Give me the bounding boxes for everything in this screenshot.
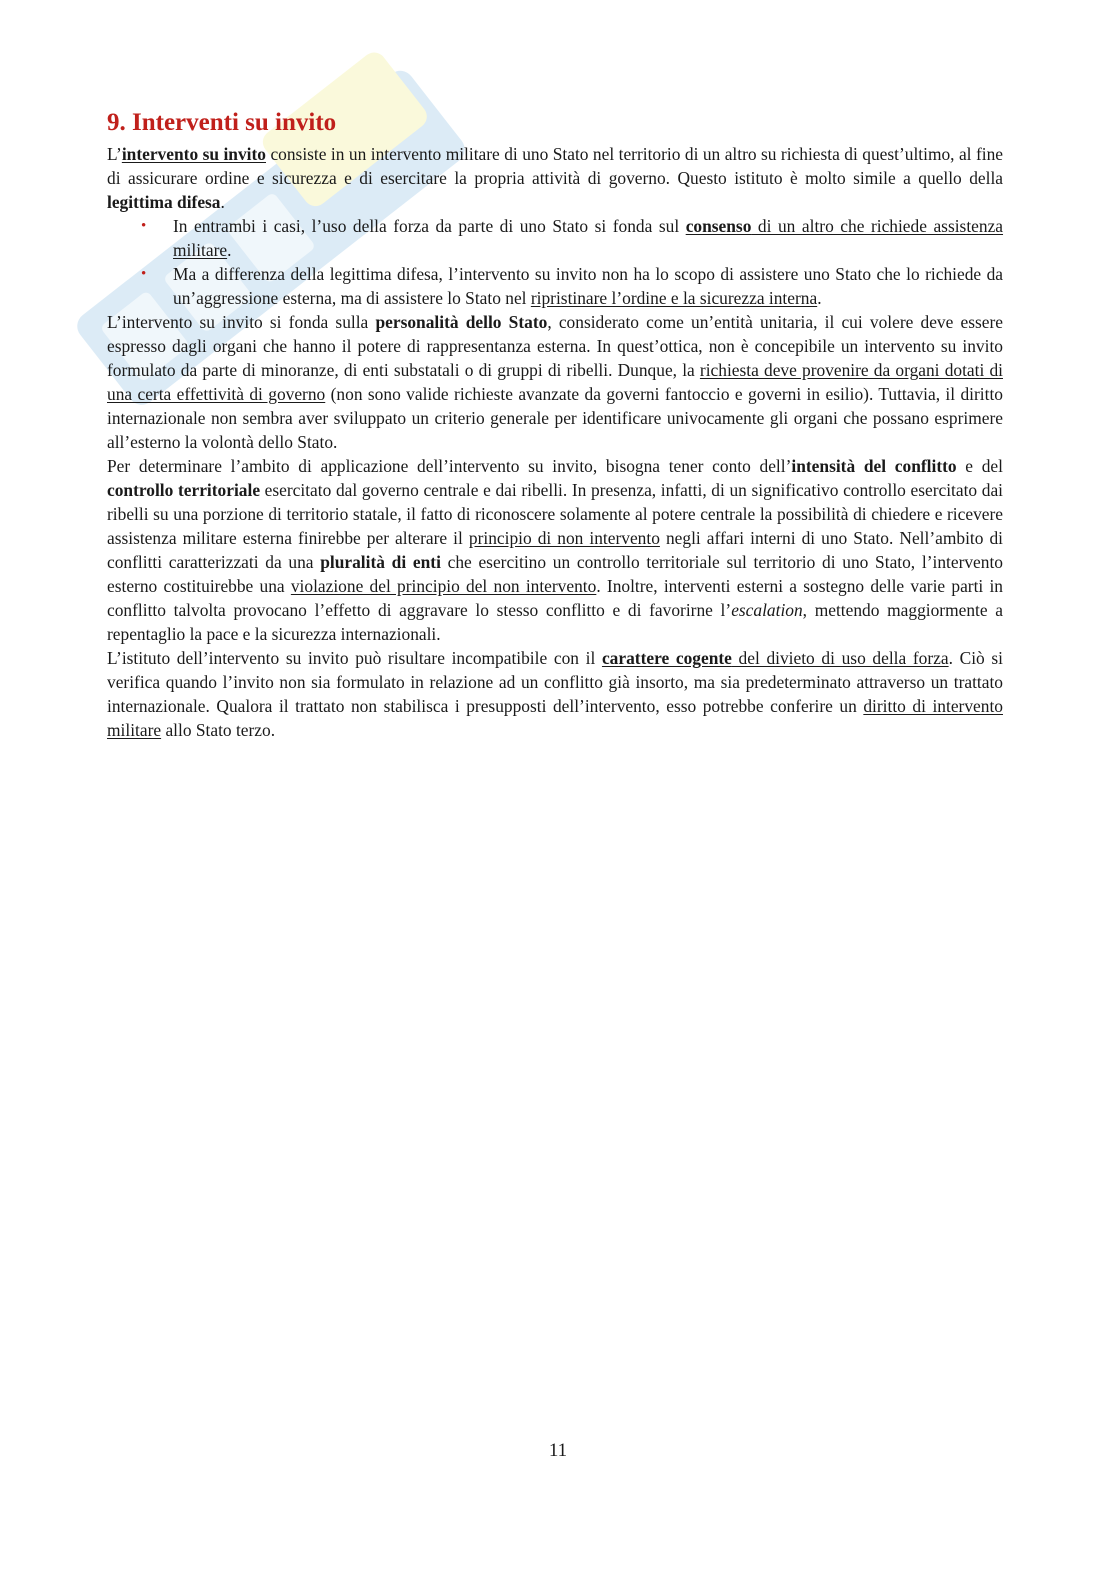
term-carattere-cogente: carattere cogente [601,648,732,668]
text-span: . Ciò si verifica quando l’invito non sia formulato in relazione ad un conflitto già insorto, ma sia predeterminato attraverso un trattato internazionale. Qualora il trattato non stabilisca i presupposti dell’intervento, esso potrebbe conferire un [107,648,1003,716]
term-intensita-conflitto: intensità del conflitto [791,456,957,476]
text-span: L’intervento su invito si fonda sulla [107,312,376,332]
text-span: di un altro che richiede assistenza militare [173,216,1004,260]
bullet-icon: • [141,266,147,282]
page-content [107,108,1003,742]
text-span: Per determinare l’ambito di applicazione dell’intervento su invito, bisogna tener conto dell’ [107,456,792,476]
text-span: (non sono valide richieste avanzate da governi fantoccio e governi in esilio). Tuttavia, il diritto internazionale non sembra aver sviluppato un criterio generale per identificare univocamente gli organi che possano esprimere all’esterno la volontà dello Stato. [107,384,1003,452]
term-controllo-territoriale: controllo territoriale [107,480,261,500]
text-span: esercitato dal governo centrale e dai ribelli. In presenza, infatti, di un significativo controllo esercitato dai ribelli su una porzione di territorio statale, il fatto di riconoscere solamente al potere centrale la possibilità di chiedere e ricevere assistenza militare esterna finirebbe per alterare il [107,480,1004,548]
text-span: , considerato come un’entità unitaria, il cui volere deve essere espresso dagli organi che hanno il potere di rappresentanza esterna. In quest’ottica, non è concepibile un intervento su invito formulato da parte di minoranze, di enti substatali o di gruppi di ribelli. Dunque, la [107,312,1003,380]
text-span: L’istituto dell’intervento su invito può risultare incompatibile con il [107,648,602,668]
text-span: In entrambi i casi, l’uso della forza da parte di uno Stato si fonda sul [173,216,686,236]
term-ripristinare-ordine: ripristinare l’ordine e la sicurezza interna [530,288,818,308]
text-span: che esercitino un controllo territoriale sul territorio di uno Stato, l’intervento esterno costituirebbe una [107,552,1004,596]
term-intervento-su-invito: intervento su invito [121,144,266,164]
text-span: del divieto di uso della forza [731,648,949,668]
text-span: allo Stato terzo. [161,720,276,740]
bullet-icon: • [141,218,147,234]
term-richiesta-organi: richiesta deve provenire da organi dotati di una certa effettività di governo [107,360,1003,404]
text-span: , mettendo maggiormente a repentaglio la pace e la sicurezza internazionali. [107,600,1003,644]
text-span: negli affari interni di uno Stato. Nell’ambito di conflitti caratterizzati da una [107,528,1003,572]
paragraph-personalita [107,310,1003,454]
text-span: e del [956,456,1003,476]
text-span: consiste in un intervento militare di uno Stato nel territorio di un altro su richiesta di quest’ultimo, al fine di assicurare ordine e sicurezza e di esercitare la propria attività di governo. Questo istituto è molto simile a quello della [107,144,1003,188]
text-span: . Inoltre, interventi esterni a sostegno delle varie parti in conflitto talvolta provocano l’effetto di aggravare lo stesso conflitto e di favorirne l’ [107,576,1003,620]
term-pluralita-enti: pluralità di enti [320,552,441,572]
paragraph-cogente [107,646,1003,742]
term-legittima-difesa: legittima difesa [107,192,221,212]
bullet-list [107,214,1003,310]
text-span: L’ [107,144,122,164]
page-number: 11 [548,1440,568,1461]
paragraph-ambito [107,454,1003,646]
term-principio-non-intervento: principio di non intervento [468,528,660,548]
term-violazione-principio: violazione del principio del non intervento [290,576,597,596]
paragraph-intro [107,142,1003,214]
bullet-item [141,214,1004,262]
term-escalation: escalation [731,600,803,620]
term-personalita-stato: personalità dello Stato [375,312,548,332]
text-span: . [227,240,232,260]
term-diritto-intervento: diritto di intervento militare [107,696,1003,740]
bullet-item [141,262,1003,310]
term-consenso: consenso [685,216,752,236]
text-span: Ma a differenza della legittima difesa, l’intervento su invito non ha lo scopo di assistere uno Stato che lo richiede da un’aggressione esterna, ma di assistere lo Stato nel [173,264,1003,308]
text-span: . [817,288,822,308]
section-title: 9. Interventi su invito [107,109,337,136]
text-span: . [220,192,225,212]
